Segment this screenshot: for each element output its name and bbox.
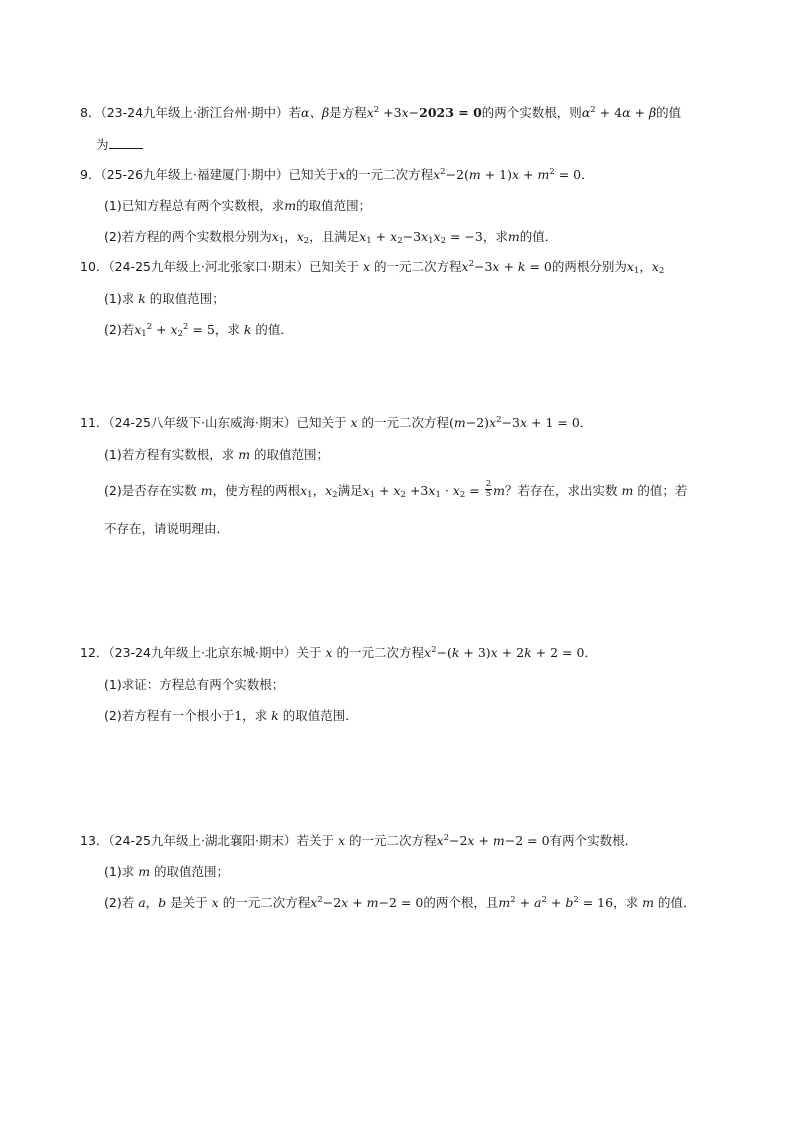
question-11-sub-2-cont: 不存在，请说明理由． bbox=[104, 521, 230, 536]
question-source: （23-24九年级上·北京东城·期中） bbox=[108, 645, 297, 660]
question-9-line-1: 9．（25-26九年级上·福建厦门·期中）已知关于x的一元二次方程$x^2-2(m + 1)x + m^2 = 0$． bbox=[80, 167, 594, 182]
question-8-line-2: 为 bbox=[96, 136, 143, 154]
equation: $x^2 +3x-2023 = 0$ bbox=[366, 105, 482, 120]
fraction: $\frac{2}{5}$ bbox=[485, 479, 492, 499]
question-13-sub-1: (1)求 m 的取值范围； bbox=[104, 864, 230, 879]
question-12-sub-1: (1)求证：方程总有两个实数根； bbox=[104, 677, 285, 692]
condition: $m^2 + a^2 + b^2 = 16$ bbox=[498, 895, 614, 910]
question-source: （24-25九年级上·河北张家口·期末） bbox=[108, 259, 309, 274]
condition: $x_1 + x_2 +3x_1 \cdot x_2$ = $\frac{2}{5}$ m bbox=[362, 479, 505, 501]
question-8-line-1: 8．（23-24九年级上·浙江台州·期中）若α、β是方程$x^2 +3x-2023 = 0$的两个实数根，则$\alpha^2 + 4\alpha + \beta$的值 bbox=[80, 105, 682, 120]
question-number: 11． bbox=[80, 415, 109, 430]
question-11-sub-1: (1)若方程有实数根，求 m 的取值范围； bbox=[104, 447, 330, 462]
question-10-sub-2: (2)若$x_1^2 + x_2^2 = 5$，求 k 的值． bbox=[104, 322, 293, 340]
question-number: 12． bbox=[80, 645, 109, 660]
question-11-sub-2: (2)是否存在实数 m，使方程的两根$x_1$，$x_2$满足$x_1 + x_2 +3x_1 \cdot x_2$ = $\frac{2}{5}$ m？若存在，求出实数 m 的值；若 bbox=[104, 479, 688, 501]
equation: $(m-2)x^2-3x + 1 = 0$． bbox=[449, 415, 593, 430]
condition: $x_1 + x_2-3x_1x_2 = -3$ bbox=[359, 229, 483, 247]
question-source: （24-25八年级下·山东威海·期末） bbox=[108, 415, 297, 430]
equation: $x^2-(k + 3)x + 2k + 2 = 0$． bbox=[424, 645, 597, 660]
equation: $x^2-2x + m-2 = 0$ bbox=[310, 895, 424, 910]
question-12-sub-2: (2)若方程有一个根小于1，求 k 的取值范围． bbox=[104, 708, 358, 723]
question-12-line-1: 12．（23-24九年级上·北京东城·期中）关于 x 的一元二次方程$x^2-(k + 3)x + 2k + 2 = 0$． bbox=[80, 645, 597, 660]
question-9-sub-2: (2)若方程的两个实数根分别为$x_1$，$x_2$，且满足$x_1 + x_2-3x_1x_2 = -3$，求m的值． bbox=[104, 229, 558, 247]
equation: $x^2-2(m + 1)x + m^2 = 0$． bbox=[433, 167, 594, 182]
equation: $x^2-3x + k = 0$ bbox=[461, 259, 552, 274]
question-10-sub-1: (1)求 k 的取值范围； bbox=[104, 291, 225, 306]
question-9-sub-1: (1)已知方程总有两个实数根，求m的取值范围； bbox=[104, 198, 372, 213]
equation: $x^2-2x + m-2 = 0$ bbox=[436, 833, 550, 848]
expression: $\alpha^2 + 4\alpha + \beta$ bbox=[581, 105, 657, 120]
condition: $x_1^2 + x_2^2 = 5$ bbox=[134, 322, 215, 340]
question-source: （25-26九年级上·福建厦门·期中） bbox=[100, 167, 289, 182]
question-number: 10． bbox=[80, 259, 109, 274]
answer-blank[interactable] bbox=[109, 136, 143, 149]
question-number: 13． bbox=[80, 833, 109, 848]
question-source: （24-25九年级上·湖北襄阳·期末） bbox=[108, 833, 297, 848]
question-13-line-1: 13．（24-25九年级上·湖北襄阳·期末）若关于 x 的一元二次方程$x^2-2x + m-2 = 0$有两个实数根． bbox=[80, 833, 638, 848]
question-13-sub-2: (2)若 a，b 是关于 x 的一元二次方程$x^2-2x + m-2 = 0$的两个根，且$m^2 + a^2 + b^2 = 16$，求 m 的值． bbox=[104, 895, 696, 910]
question-source: （23-24九年级上·浙江台州·期中） bbox=[100, 105, 289, 120]
question-10-line-1: 10．（24-25九年级上·河北张家口·期末）已知关于 x 的一元二次方程$x^2-3x + k = 0$的两根分别为$x_1$，$x_2$ bbox=[80, 259, 665, 277]
question-number: 9． bbox=[80, 167, 101, 182]
question-number: 8． bbox=[80, 105, 101, 120]
question-11-line-1: 11．（24-25八年级下·山东威海·期末）已知关于 x 的一元二次方程$(m-2)x^2-3x + 1 = 0$． bbox=[80, 415, 593, 430]
